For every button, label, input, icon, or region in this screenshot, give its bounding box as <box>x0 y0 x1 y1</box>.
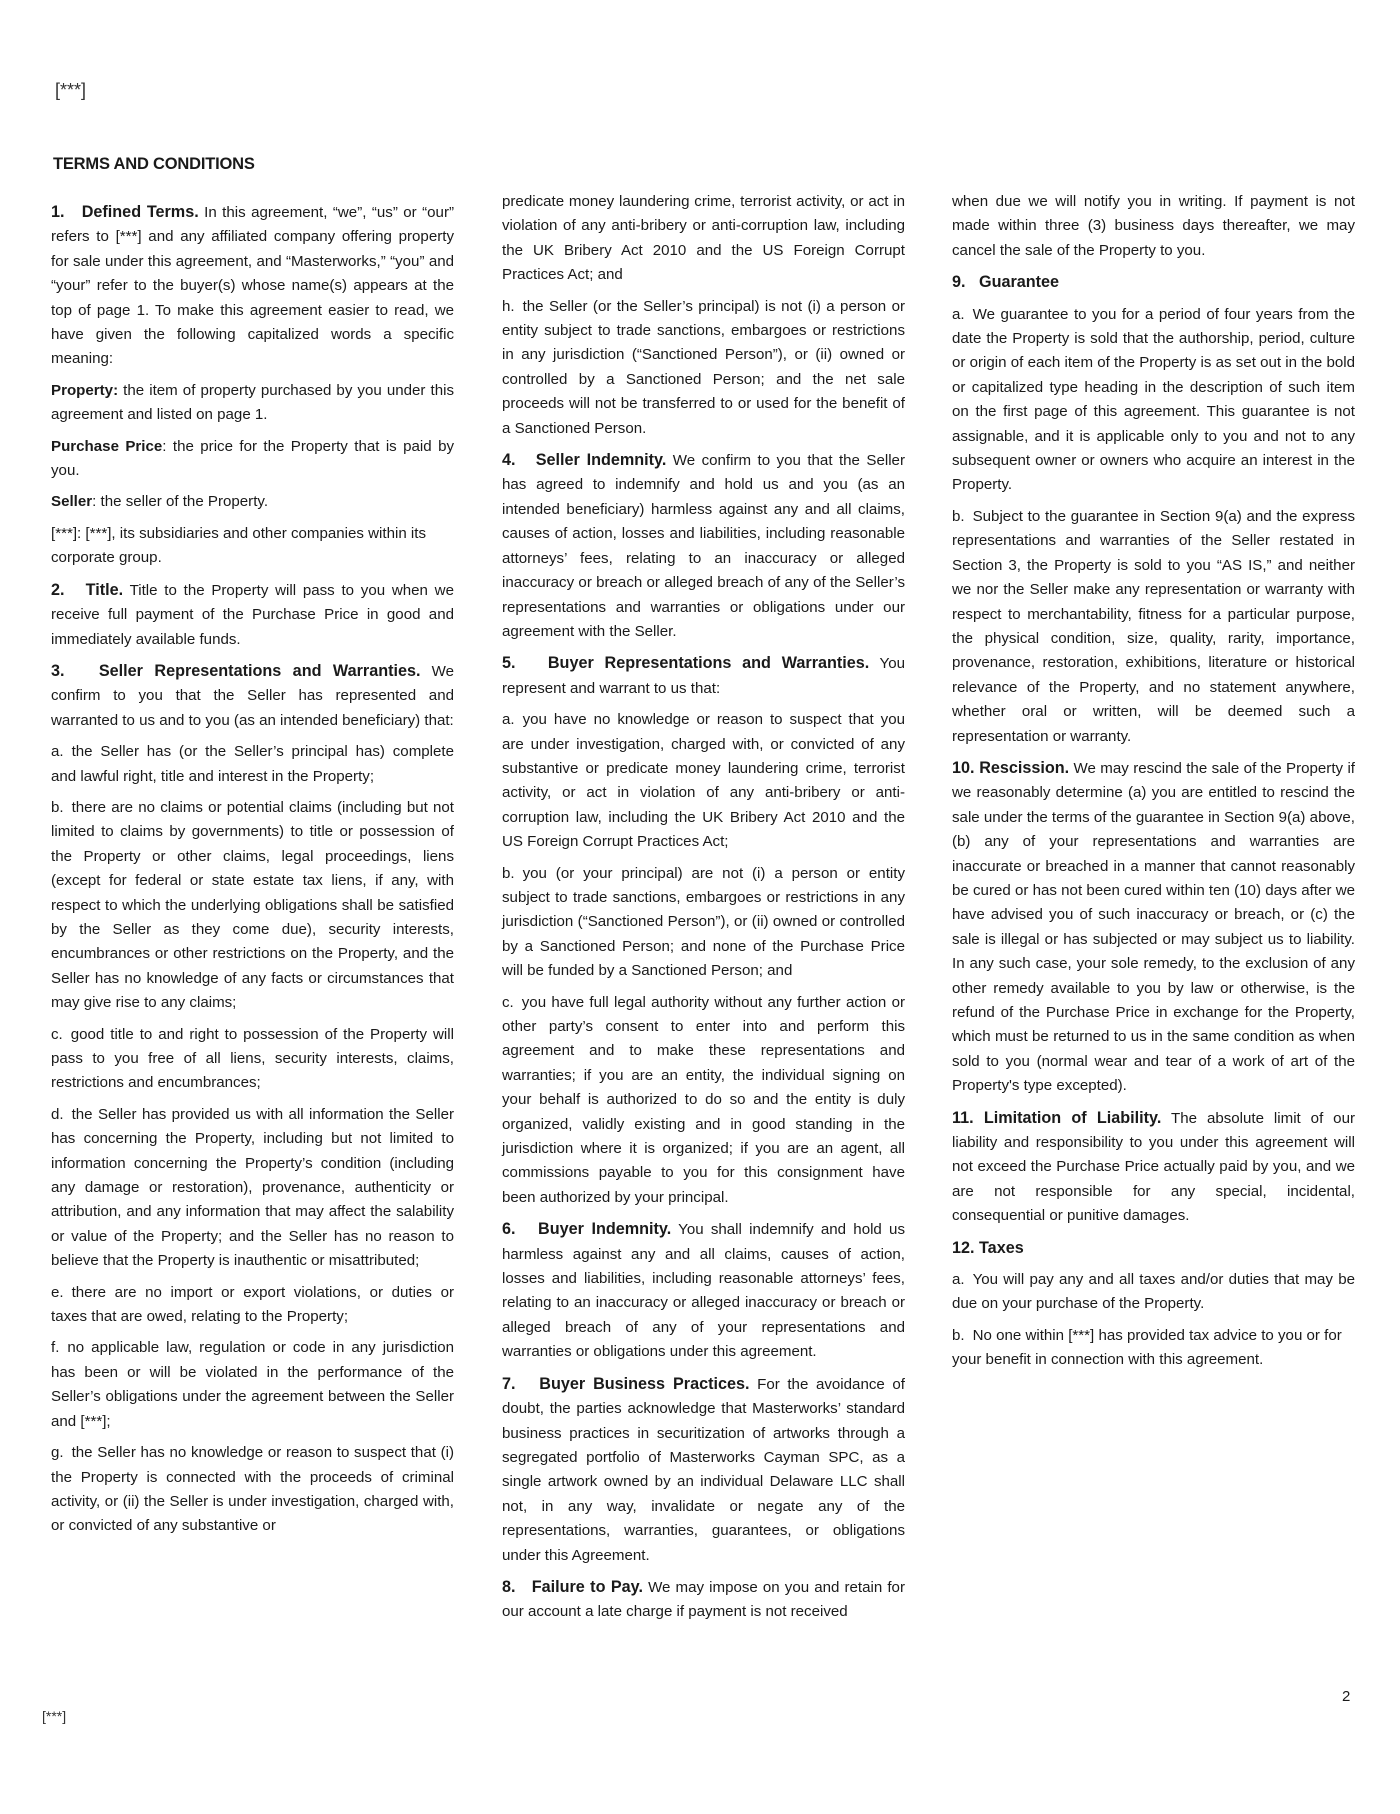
clause-text: You will pay any and all taxes and/or duties that may be due on your purchase of the Property. <box>952 1271 1355 1313</box>
clause-3g-continued: predicate money laundering crime, terrorist activity, or act in violation of any anti-bribery or anti-corruption law, including the UK Bribery Act 2010 and the US Foreign Corrupt Practices Act; and <box>502 193 905 284</box>
clause-text: you have no knowledge or reason to suspect that you are under investigation, charged with, or convicted of any substantive or predicate money laundering crime, terrorist activity, or act in violation of any anti-bribery or anti-corruption law, including the UK Bribery Act 2010 and the US Foreign Corrupt Practices Act; <box>502 711 905 851</box>
clause-label: a. <box>502 711 515 729</box>
definition-text: : the price for the Property that is paid by you. <box>51 437 455 480</box>
clause-text: there are no claims or potential claims (including but not limited to claims by governments) to title or possession of the Property or other claims, legal proceedings, liens (except for federal or state estate tax liens, if any, with respect to which the underlying obligations shall be satisfied by the Seller as they come due), security interests, encumbrances or other restrictions on the Property, and the Seller has no knowledge of any facts or circumstances that may give rise to any claims; <box>51 798 454 1012</box>
clause-5c <box>502 991 905 1211</box>
section-8-failure-to-pay <box>502 1575 905 1625</box>
clause-label: f. <box>51 1339 60 1357</box>
clause-label: h. <box>502 297 515 315</box>
clause-12b <box>952 1324 1355 1373</box>
clause-text: good title to and right to possession of the Property will pass to you free of all liens, security interests, claims, restrictions and encumbrances; <box>51 1025 454 1092</box>
clause-label: a. <box>952 305 965 323</box>
clause-3d <box>51 1103 454 1274</box>
section-text: In this agreement, “we”, “us” or “our” refers to [***] and any affiliated company offering property for sale under this agreement, and “Masterworks,” “you” and “your” refer to the buyer(s) whose name(s) appears at the top of page 1. To make this agreement easier to read, we have given the following capitalized words a specific meaning: <box>51 204 455 368</box>
clause-text: no applicable law, regulation or code in any jurisdiction has been or will be violated in the performance of the Seller’s obligations under the agreement between the Seller and [***]; <box>51 1339 454 1430</box>
clause-label: e. <box>51 1283 64 1301</box>
clause-9b <box>952 505 1355 749</box>
page-number: 2 <box>1342 1688 1351 1705</box>
section-12-taxes <box>952 1236 1355 1261</box>
definition-purchase-price <box>51 435 454 484</box>
section-text: The absolute limit of our liability and responsibility to you under this agreement will not exceed the Purchase Price actually paid by you, and we are not responsible for any special, incidental, consequential or punitive damages. <box>952 1109 1356 1225</box>
section-text: We may impose on you and retain for our account a late charge if payment is not received <box>502 1578 905 1621</box>
clause-text: the Seller (or the Seller’s principal) is not (i) a person or entity subject to trade sanctions, embargoes or restrictions in any jurisdiction (“Sanctioned Person”), or (ii) owned or controlled by a Sanctioned Person; and the net sale proceeds will not be transferred to or used for the benefit of a Sanctioned Person. <box>502 297 905 437</box>
section-heading: 3. Seller Representations and Warranties. <box>51 661 421 680</box>
section-heading: 8. Failure to Pay. <box>502 1577 643 1596</box>
clause-text: you have full legal authority without any further action or other party’s consent to enter into and perform this agreement and to make these representations and warranties; if you are an entity, the individual signing on your behalf is authorized to do so and the entity is duly organized, validly existing and in good standing in the jurisdiction where it is organized; if you are an agent, all commissions payable to you for this consignment have been authorized by your principal. <box>502 993 905 1206</box>
definition-text: : the seller of the Property. <box>92 493 269 511</box>
section-4-seller-indemnity <box>502 448 905 644</box>
section-heading: 12. Taxes <box>952 1238 1024 1257</box>
clause-text: No one within [***] has provided tax advice to you or for your benefit in connection with this agreement. <box>952 1326 1342 1369</box>
section-text: You shall indemnify and hold us harmless against any and all claims, causes of action, losses and liabilities, including reasonable attorneys’ fees, relating to an inaccuracy or alleged inaccuracy or breach or alleged breach of any of your representations and warranties or obligations under this agreement. <box>502 1221 905 1361</box>
section-8-continued: when due we will notify you in writing. If payment is not made within three (3) business days thereafter, we may cancel the sale of the Property to you. <box>952 193 1355 259</box>
clause-text: you (or your principal) are not (i) a person or entity subject to trade sanctions, embargoes or restrictions in any jurisdiction (“Sanctioned Person”), or (ii) owned or controlled by a Sanctioned Person; and none of the Purchase Price will be funded by a Sanctioned Person; and <box>502 864 905 980</box>
section-heading: 7. Buyer Business Practices. <box>502 1374 750 1393</box>
column-1 <box>51 200 454 1546</box>
clause-label: d. <box>51 1105 64 1123</box>
clause-text: the Seller has no knowledge or reason to suspect that (i) the Property is connected with the proceeds of criminal activity, or (ii) the Seller is under investigation, charged with, or convicted of any substantive or <box>51 1444 454 1535</box>
definition-property <box>51 379 454 428</box>
clause-label: a. <box>952 1271 965 1289</box>
term: Purchase Price <box>51 437 163 455</box>
clause-label: c. <box>51 1025 63 1043</box>
clause-label: b. <box>51 798 64 816</box>
clause-3g <box>51 1441 454 1539</box>
section-heading: 2. Title. <box>51 580 124 599</box>
clause-text: We guarantee to you for a period of four years from the date the Property is sold that the authorship, period, culture or origin of each item of the Property is as set out in the bold or capitalized type heading in the description of such item on the first page of this agreement. This guarantee is not assignable, and it is applicable only to you and not to any subsequent owner or owners who acquire an interest in the Property. <box>952 305 1355 494</box>
column-3 <box>952 190 1355 1380</box>
section-heading: 11. Limitation of Liability. <box>952 1108 1162 1127</box>
section-heading: 6. Buyer Indemnity. <box>502 1220 672 1239</box>
clause-3e <box>51 1281 454 1330</box>
term: Property: <box>51 381 119 399</box>
section-9-guarantee <box>952 270 1355 295</box>
section-text: You represent and warrant to us that: <box>502 655 905 697</box>
clause-text: the Seller has provided us with all information the Seller has concerning the Property, including but not limited to information concerning the Property’s condition (including any damage or restoration), provenance, authenticity or attribution, and any information that may affect the salability or value of the Property; and the Seller has no reason to believe that the Property is inauthentic or misattributed; <box>51 1105 454 1270</box>
section-text: We confirm to you that the Seller has agreed to indemnify and hold us and you (as an intended beneficiary) harmless against any and all claims, causes of action, losses and liabilities, including reasonable attorneys’ fees, relating to an inaccuracy or alleged inaccuracy or breach or alleged breach of any of the Seller’s representations and warranties or obligations under our agreement with the Seller. <box>502 452 905 640</box>
term: Seller <box>51 493 93 511</box>
clause-label: c. <box>502 993 514 1011</box>
section-heading: 4. Seller Indemnity. <box>502 451 667 470</box>
definition-seller <box>51 490 454 514</box>
clause-9a <box>952 303 1355 498</box>
clause-label: b. <box>502 864 515 882</box>
section-7-buyer-business-practices <box>502 1372 905 1568</box>
footer-redaction-mark: [***] <box>42 1708 67 1724</box>
section-10-rescission <box>952 756 1355 1099</box>
section-2-title <box>51 578 454 652</box>
definition-text: the item of property purchased by you under this agreement and listed on page 1. <box>51 381 454 424</box>
clause-label: g. <box>51 1444 64 1462</box>
section-heading: 1. Defined Terms. <box>51 203 199 221</box>
header-redaction-mark: [***] <box>55 80 87 100</box>
clause-text: Subject to the guarantee in Section 9(a) and the express representations and warranties of the Seller restated in Section 3, the Property is sold to you “AS IS,” and neither we nor the Seller make any representation or warranty with respect to merchantability, fitness for a particular purpose, the physical condition, size, quality, rarity, importance, provenance, restoration, exhibitions, literature or historical relevance of the Property, and no statement anywhere, whether oral or written, will be deemed such a representation or warranty. <box>952 507 1355 745</box>
section-1-defined-terms <box>51 200 454 372</box>
section-heading: 9. Guarantee <box>952 273 1060 292</box>
clause-text: there are no import or export violations, or duties or taxes that are owed, relating to the Property; <box>51 1283 454 1326</box>
section-11-limitation-of-liability <box>952 1106 1355 1229</box>
clause-3f <box>51 1336 454 1434</box>
clause-3c <box>51 1023 454 1096</box>
section-text: Title to the Property will pass to you when we receive full payment of the Purchase Price in good and immediately available funds. <box>51 581 454 648</box>
clause-text: the Seller has (or the Seller’s principal has) complete and lawful right, title and interest in the Property; <box>51 743 454 785</box>
clause-label: b. <box>952 507 965 525</box>
clause-5a <box>502 708 905 854</box>
clause-label: a. <box>51 743 64 761</box>
page-title: TERMS AND CONDITIONS <box>53 155 255 173</box>
column-2 <box>502 190 905 1632</box>
section-heading: 10. Rescission. <box>952 758 1070 777</box>
clause-5b <box>502 862 905 984</box>
section-6-buyer-indemnity <box>502 1217 905 1364</box>
section-text: We confirm to you that the Seller has represented and warranted to us and to you (as an intended beneficiary) that: <box>51 662 454 729</box>
section-3-seller-representations <box>51 659 454 733</box>
definition-group: [***]: [***], its subsidiaries and other companies within its corporate group. <box>51 524 427 567</box>
clause-3h <box>502 295 905 441</box>
section-5-buyer-representations <box>502 651 905 701</box>
section-heading: 5. Buyer Representations and Warranties. <box>502 654 870 673</box>
clause-12a <box>952 1268 1355 1317</box>
clause-3a <box>51 740 454 789</box>
clause-label: b. <box>952 1326 965 1344</box>
section-text: For the avoidance of doubt, the parties acknowledge that Masterworks’ standard business practices in securitization of artworks through a segregated portfolio of Masterworks Cayman SPC, as a single artwork owned by an individual Delaware LLC shall not, in any way, invalidate or negate any of the representations, warranties, guarantees, or obligations under this Agreement. <box>502 1375 905 1564</box>
clause-3b <box>51 796 454 1016</box>
section-text: We may rescind the sale of the Property if we reasonably determine (a) you are entitled to rescind the sale under the terms of the guarantee in Section 9(a) above, (b) any of your representations and warranties are inaccurate or breached in a manner that cannot reasonably be cured or has not been cured within ten (10) days after we have advised you of such inaccuracy or breach, or (c) the sale is illegal or has subjected or may subject us to liability. In any such case, your sole remedy, to the exclusion of any other remedy available to you by law or otherwise, is the refund of the Purchase Price in exchange for the Property, which must be returned to us in the same condition as when sold to you (normal wear and tear of a work of art of the Property's type excepted). <box>952 759 1355 1095</box>
